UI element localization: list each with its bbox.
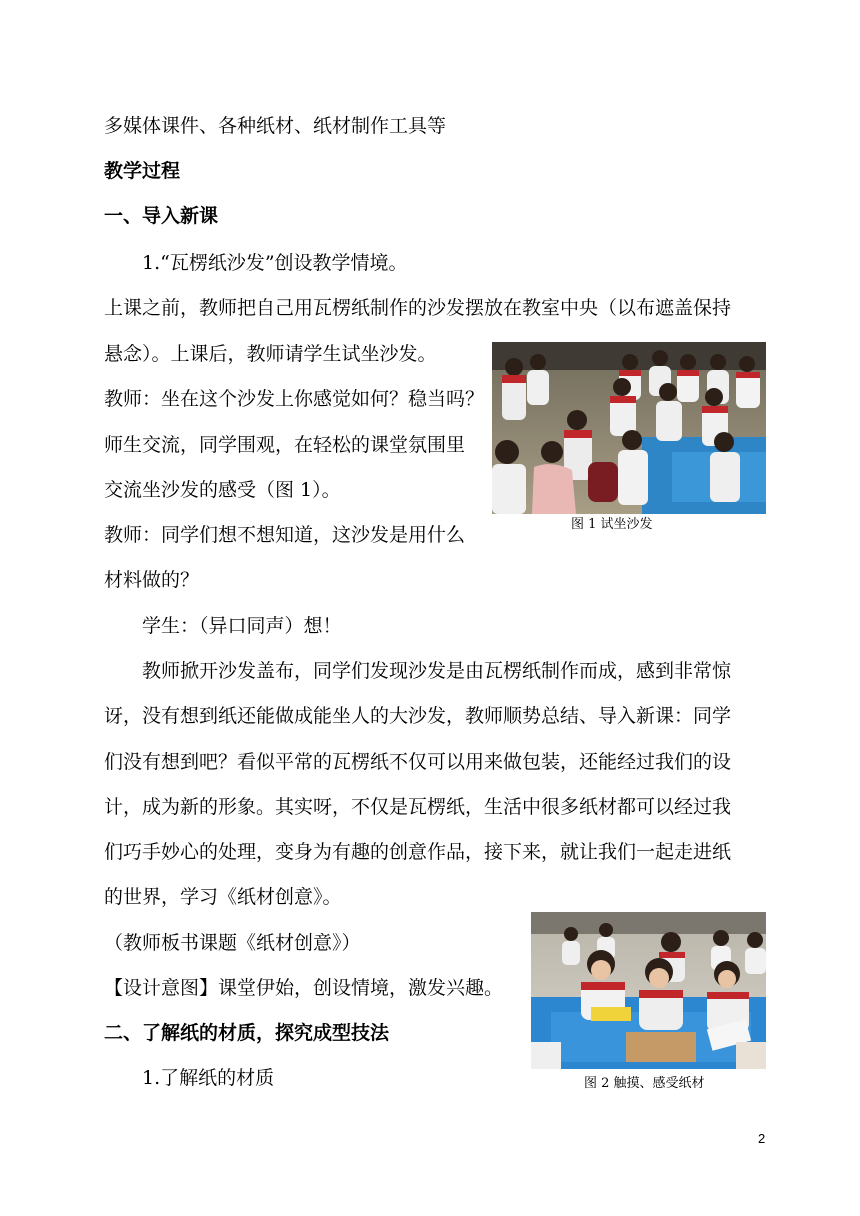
paragraph-line: 的世界，学习《纸材创意》。 xyxy=(104,886,342,908)
paragraph-line: 1.“瓦楞纸沙发”创设教学情境。 xyxy=(142,252,408,274)
materials-line: 多媒体课件、各种纸材、纸材制作工具等 xyxy=(104,115,447,137)
paragraph-line: 学生：（异口同声）想！ xyxy=(142,615,342,637)
paragraph-line: 交流坐沙发的感受（图 1）。 xyxy=(104,479,341,501)
figure-2-caption: 图 2 触摸、感受纸材 xyxy=(584,1076,705,1091)
paragraph-line: 教师：同学们想不想知道，这沙发是用什么 xyxy=(104,524,466,546)
design-intent-line: 【设计意图】课堂伊始，创设情境，激发兴趣。 xyxy=(104,977,504,999)
figure-1-caption: 图 1 试坐沙发 xyxy=(571,517,653,532)
section-heading-paper-material: 二、了解纸的材质，探究成型技法 xyxy=(104,1022,390,1044)
paragraph-line: 教师：坐在这个沙发上你感觉如何？稳当吗？ xyxy=(104,388,485,410)
figure-2-photo xyxy=(531,912,766,1069)
paragraph-line: 计，成为新的形象。其实呀，不仅是瓦楞纸，生活中很多纸材都可以经过我 xyxy=(104,796,732,818)
page-number: 2 xyxy=(758,1131,766,1146)
paragraph-line: 师生交流，同学围观，在轻松的课堂氛围里 xyxy=(104,434,466,456)
paragraph-line: 1.了解纸的材质 xyxy=(142,1067,275,1089)
paragraph-line: 们没有想到吧？看似平常的瓦楞纸不仅可以用来做包装，还能经过我们的设 xyxy=(104,751,732,773)
paragraph-line: 上课之前，教师把自己用瓦楞纸制作的沙发摆放在教室中央（以布遮盖保持 xyxy=(104,297,732,319)
figure-1-photo xyxy=(492,342,766,514)
section-heading-teaching-process: 教学过程 xyxy=(104,160,181,182)
paragraph-line: 讶，没有想到纸还能做成能坐人的大沙发，教师顺势总结、导入新课：同学 xyxy=(104,705,732,727)
paragraph-line: 材料做的？ xyxy=(104,569,200,591)
paragraph-line: （教师板书课题《纸材创意》） xyxy=(104,932,361,954)
paper-touch-photo-image xyxy=(531,912,766,1069)
section-heading-intro: 一、导入新课 xyxy=(104,205,219,227)
paragraph-line: 悬念）。上课后，教师请学生试坐沙发。 xyxy=(104,343,437,365)
classroom-photo-image xyxy=(492,342,766,514)
paragraph-line: 们巧手妙心的处理，变身为有趣的创意作品，接下来，就让我们一起走进纸 xyxy=(104,841,732,863)
paragraph-line: 教师掀开沙发盖布，同学们发现沙发是由瓦楞纸制作而成，感到非常惊 xyxy=(142,660,732,682)
